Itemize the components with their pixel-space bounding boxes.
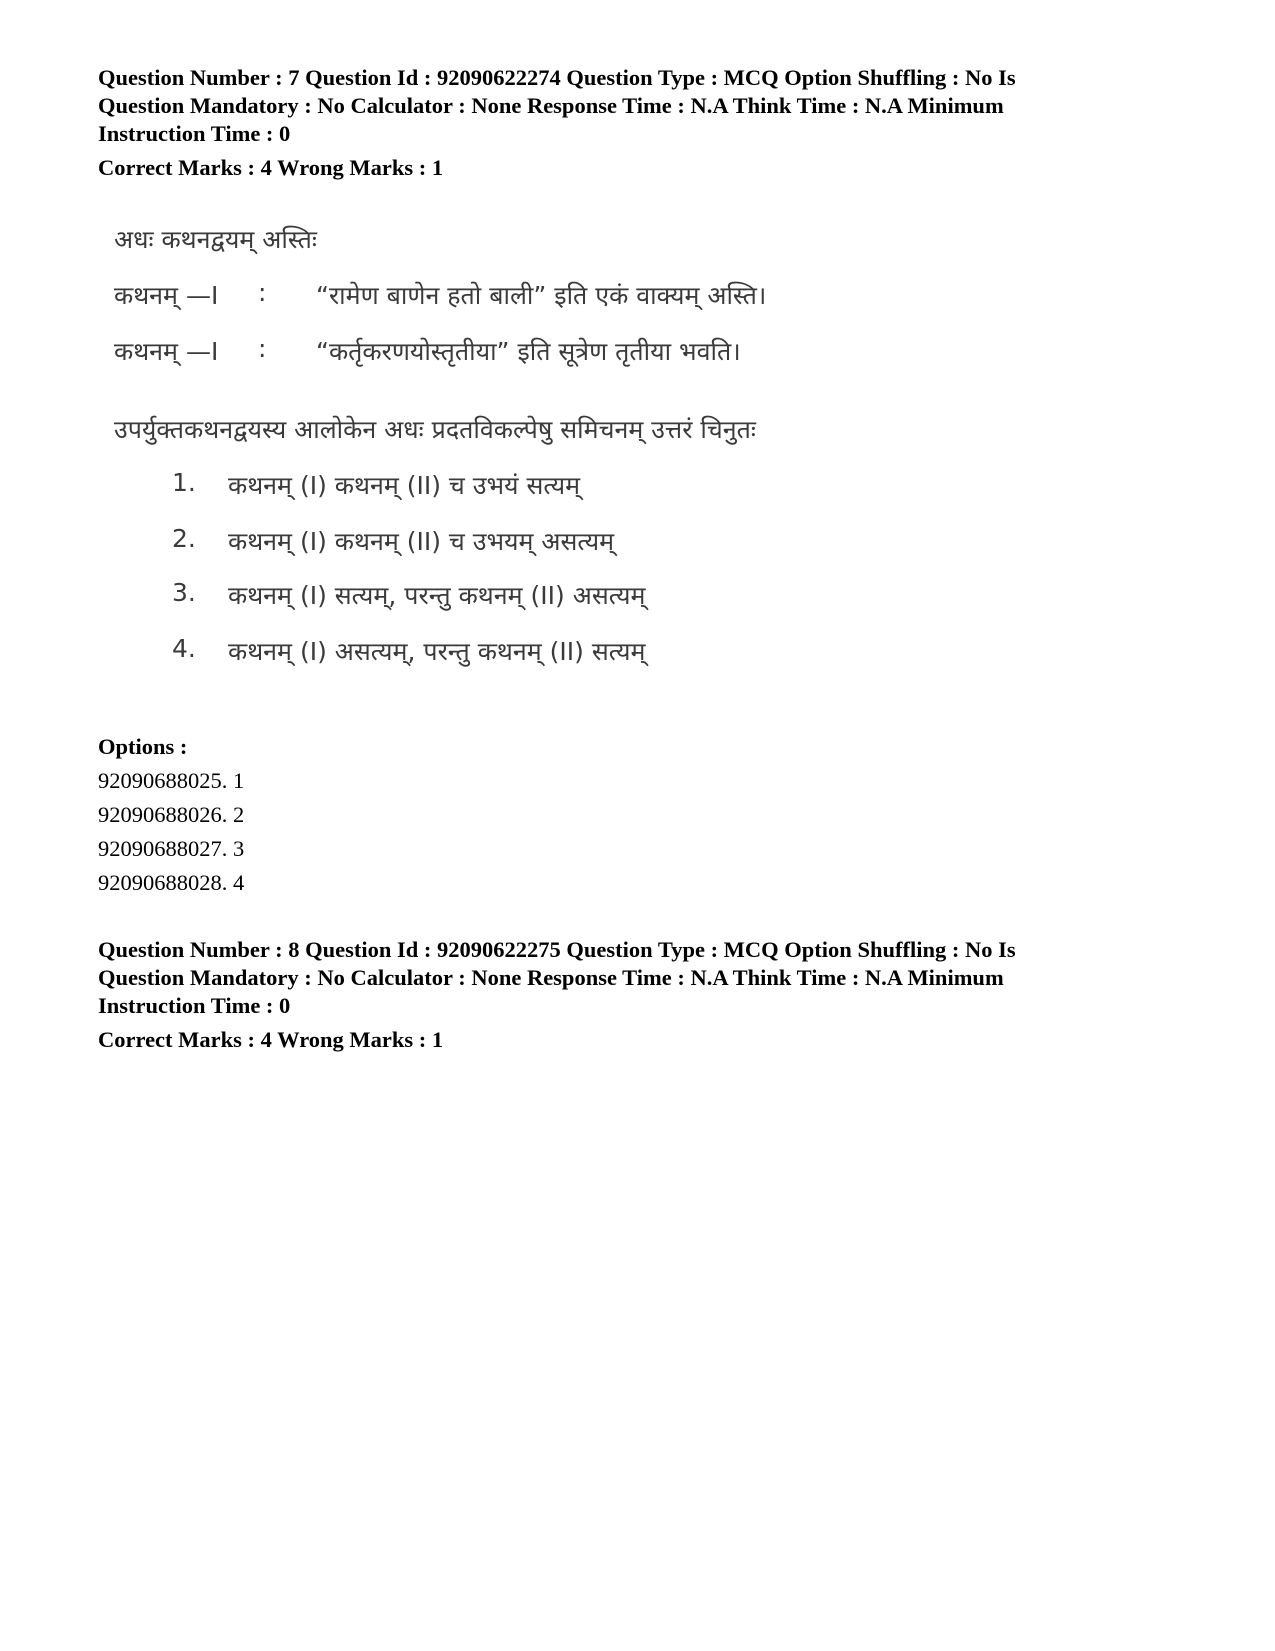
option-2: 92090688026. 2 [98,802,245,827]
choice-3-number: 3. [172,578,196,607]
choice-2-text: कथनम् (I) कथनम् (II) च उभयम् असत्यम् [228,527,615,556]
option-4: 92090688028. 4 [98,870,245,895]
statement-2-text: “कर्तृकरणयोस्तृतीया” इति सूत्रेण तृतीया भवति। [316,337,741,366]
question-7-meta-line-3: Instruction Time : 0 [98,121,291,146]
question-7-prompt: उपर्युक्तकथनद्वयस्य आलोकेन अधः प्रदतविकल्पेषु समिचनम् उत्तरं चिनुतः [114,415,756,444]
options-title: Options : [98,734,188,759]
statement-1-label: कथनम् —I [114,281,219,310]
option-3: 92090688027. 3 [98,836,245,861]
question-7-meta-line-2: Question Mandatory : No Calculator : None Response Time : N.A Think Time : N.A Minimum [98,93,1004,118]
question-8-meta-line-3: Instruction Time : 0 [98,993,291,1018]
option-1: 92090688025. 1 [98,768,245,793]
statement-1-colon: : [258,278,267,307]
question-8-marks: Correct Marks : 4 Wrong Marks : 1 [98,1027,444,1052]
question-7-header [98,64,1188,182]
question-8-header [98,936,1188,1054]
choice-4-text: कथनम् (I) असत्यम्, परन्तु कथनम् (II) सत्यम् [228,637,646,666]
statement-2-label: कथनम् —I [114,337,219,366]
question-7-body [98,212,858,712]
statement-2-colon: : [258,334,267,363]
choice-3-text: कथनम् (I) सत्यम्, परन्तु कथनम् (II) असत्यम् [228,581,646,610]
question-7-meta-line-1: Question Number : 7 Question Id : 92090622274 Question Type : MCQ Option Shuffling : No Is [98,65,1016,90]
choice-4-number: 4. [172,634,196,663]
question-8-meta-line-1: Question Number : 8 Question Id : 92090622275 Question Type : MCQ Option Shuffling : No Is [98,937,1016,962]
choice-1-text: कथनम् (I) कथनम् (II) च उभयं सत्यम् [228,471,581,500]
statement-1-text: “रामेण बाणेन हतो बाली” इति एकं वाक्यम् अस्ति। [316,281,767,310]
question-7-marks: Correct Marks : 4 Wrong Marks : 1 [98,155,444,180]
choice-1-number: 1. [172,468,196,497]
choice-2-number: 2. [172,524,196,553]
question-7-intro: अधः कथनद्वयम् अस्तिः [114,225,317,254]
question-8-meta-line-2: Question Mandatory : No Calculator : None Response Time : N.A Think Time : N.A Minimum [98,965,1004,990]
